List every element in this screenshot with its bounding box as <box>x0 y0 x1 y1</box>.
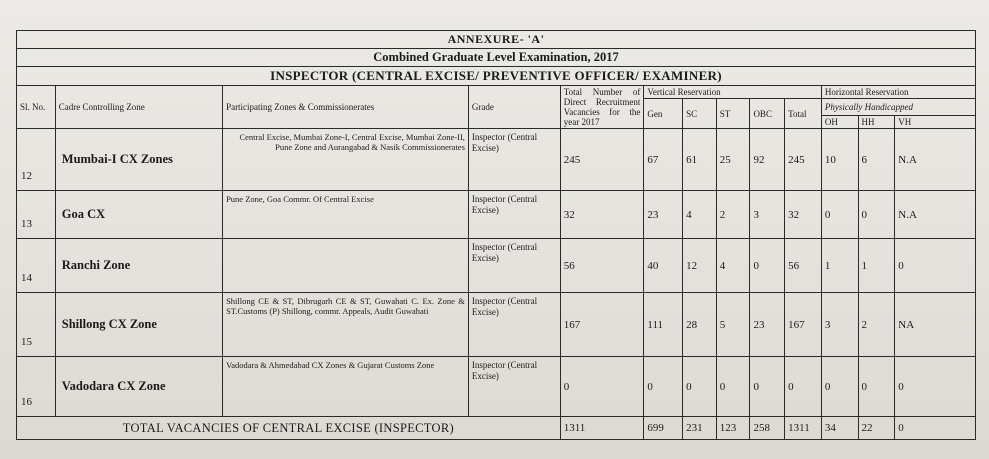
totals-vh: 0 <box>895 417 976 440</box>
gen-cell: 111 <box>644 293 683 357</box>
sc-cell: 0 <box>683 357 717 417</box>
st-cell: 4 <box>716 239 750 293</box>
table-row <box>17 191 976 239</box>
totals-sc: 231 <box>683 417 717 440</box>
gen-cell: 23 <box>644 191 683 239</box>
vh-cell: 0 <box>895 239 976 293</box>
header-oh: OH <box>821 116 858 129</box>
table-row <box>17 357 976 417</box>
header-total: Total <box>785 99 822 129</box>
table-row <box>17 293 976 357</box>
total-cell: 167 <box>785 293 822 357</box>
hh-cell: 2 <box>858 293 895 357</box>
header-grade: Grade <box>468 86 560 129</box>
totals-total: 1311 <box>785 417 822 440</box>
obc-cell: 92 <box>750 129 785 191</box>
annexure-title: ANNEXURE- 'A' <box>17 31 976 49</box>
zone-cell: Ranchi Zone <box>55 239 222 293</box>
hh-cell: 1 <box>858 239 895 293</box>
header-vertical: Vertical Reservation <box>644 86 821 99</box>
sl-no-cell: 14 <box>17 239 56 293</box>
oh-cell: 10 <box>821 129 858 191</box>
totals-label: TOTAL VACANCIES OF CENTRAL EXCISE (INSPECTOR) <box>17 417 561 440</box>
totals-obc: 258 <box>750 417 785 440</box>
st-cell: 5 <box>716 293 750 357</box>
vh-cell: N.A <box>895 191 976 239</box>
total-cell: 32 <box>785 191 822 239</box>
zone-cell: Mumbai-I CX Zones <box>55 129 222 191</box>
sl-no-cell: 13 <box>17 191 56 239</box>
hh-cell: 0 <box>858 357 895 417</box>
post-title-row <box>17 67 976 86</box>
header-gen: Gen <box>644 99 683 129</box>
grade-cell: Inspector (Central Excise) <box>468 191 560 239</box>
table-row <box>17 129 976 191</box>
vacancies-cell: 0 <box>560 357 644 417</box>
header-sc: SC <box>683 99 717 129</box>
grade-cell: Inspector (Central Excise) <box>468 293 560 357</box>
zone-cell: Vadodara CX Zone <box>55 357 222 417</box>
vh-cell: N.A <box>895 129 976 191</box>
vacancy-table <box>16 30 976 440</box>
total-cell: 245 <box>785 129 822 191</box>
total-cell: 0 <box>785 357 822 417</box>
zone-cell: Shillong CX Zone <box>55 293 222 357</box>
header-physically-handicapped: Physically Handicapped <box>821 99 975 116</box>
post-title: INSPECTOR (CENTRAL EXCISE/ PREVENTIVE OFFICER/ EXAMINER) <box>17 67 976 86</box>
st-cell: 25 <box>716 129 750 191</box>
header-sl-no: Sl. No. <box>17 86 56 129</box>
header-total-number: Total Number of Direct Recruitment Vacancies for the year 2017 <box>560 86 644 129</box>
st-cell: 0 <box>716 357 750 417</box>
sc-cell: 12 <box>683 239 717 293</box>
obc-cell: 0 <box>750 357 785 417</box>
sl-no-cell: 12 <box>17 129 56 191</box>
exam-title: Combined Graduate Level Examination, 2017 <box>17 49 976 67</box>
obc-cell: 3 <box>750 191 785 239</box>
obc-cell: 0 <box>750 239 785 293</box>
header-cadre: Cadre Controlling Zone <box>55 86 222 129</box>
sc-cell: 28 <box>683 293 717 357</box>
sl-no-cell: 15 <box>17 293 56 357</box>
oh-cell: 1 <box>821 239 858 293</box>
exam-title-row <box>17 49 976 67</box>
sl-no-cell: 16 <box>17 357 56 417</box>
participating-cell: Central Excise, Mumbai Zone-I, Central Excise, Mumbai Zone-II, Pune Zone and Aurangabad & Nasik Commissionerates <box>223 129 469 191</box>
hh-cell: 0 <box>858 191 895 239</box>
sc-cell: 61 <box>683 129 717 191</box>
vacancies-cell: 245 <box>560 129 644 191</box>
st-cell: 2 <box>716 191 750 239</box>
totals-vacancies: 1311 <box>560 417 644 440</box>
zone-cell: Goa CX <box>55 191 222 239</box>
gen-cell: 67 <box>644 129 683 191</box>
header-hh: HH <box>858 116 895 129</box>
total-cell: 56 <box>785 239 822 293</box>
header-obc: OBC <box>750 99 785 129</box>
vacancies-cell: 167 <box>560 293 644 357</box>
table-row <box>17 239 976 293</box>
annexure-title-row <box>17 31 976 49</box>
header-vh: VH <box>895 116 976 129</box>
participating-cell: Shillong CE & ST, Dibrugarh CE & ST, Guwahati C. Ex. Zone & ST.Customs (P) Shillong, commr. Appeals, Audit Guwahati <box>223 293 469 357</box>
oh-cell: 0 <box>821 191 858 239</box>
hh-cell: 6 <box>858 129 895 191</box>
grade-cell: Inspector (Central Excise) <box>468 357 560 417</box>
gen-cell: 40 <box>644 239 683 293</box>
vh-cell: 0 <box>895 357 976 417</box>
participating-cell: Vadodara & Ahmedabad CX Zones & Gujarat Customs Zone <box>223 357 469 417</box>
gen-cell: 0 <box>644 357 683 417</box>
totals-row <box>17 417 976 440</box>
vh-cell: NA <box>895 293 976 357</box>
vacancies-cell: 56 <box>560 239 644 293</box>
oh-cell: 3 <box>821 293 858 357</box>
totals-st: 123 <box>716 417 750 440</box>
obc-cell: 23 <box>750 293 785 357</box>
totals-gen: 699 <box>644 417 683 440</box>
totals-hh: 22 <box>858 417 895 440</box>
participating-cell <box>223 239 469 293</box>
sc-cell: 4 <box>683 191 717 239</box>
header-horizontal: Horizontal Reservation <box>821 86 975 99</box>
totals-oh: 34 <box>821 417 858 440</box>
header-participating: Participating Zones & Commissionerates <box>223 86 469 129</box>
grade-cell: Inspector (Central Excise) <box>468 239 560 293</box>
oh-cell: 0 <box>821 357 858 417</box>
header-row <box>17 86 976 99</box>
vacancies-cell: 32 <box>560 191 644 239</box>
grade-cell: Inspector (Central Excise) <box>468 129 560 191</box>
header-st: ST <box>716 99 750 129</box>
participating-cell: Pune Zone, Goa Commr. Of Central Excise <box>223 191 469 239</box>
